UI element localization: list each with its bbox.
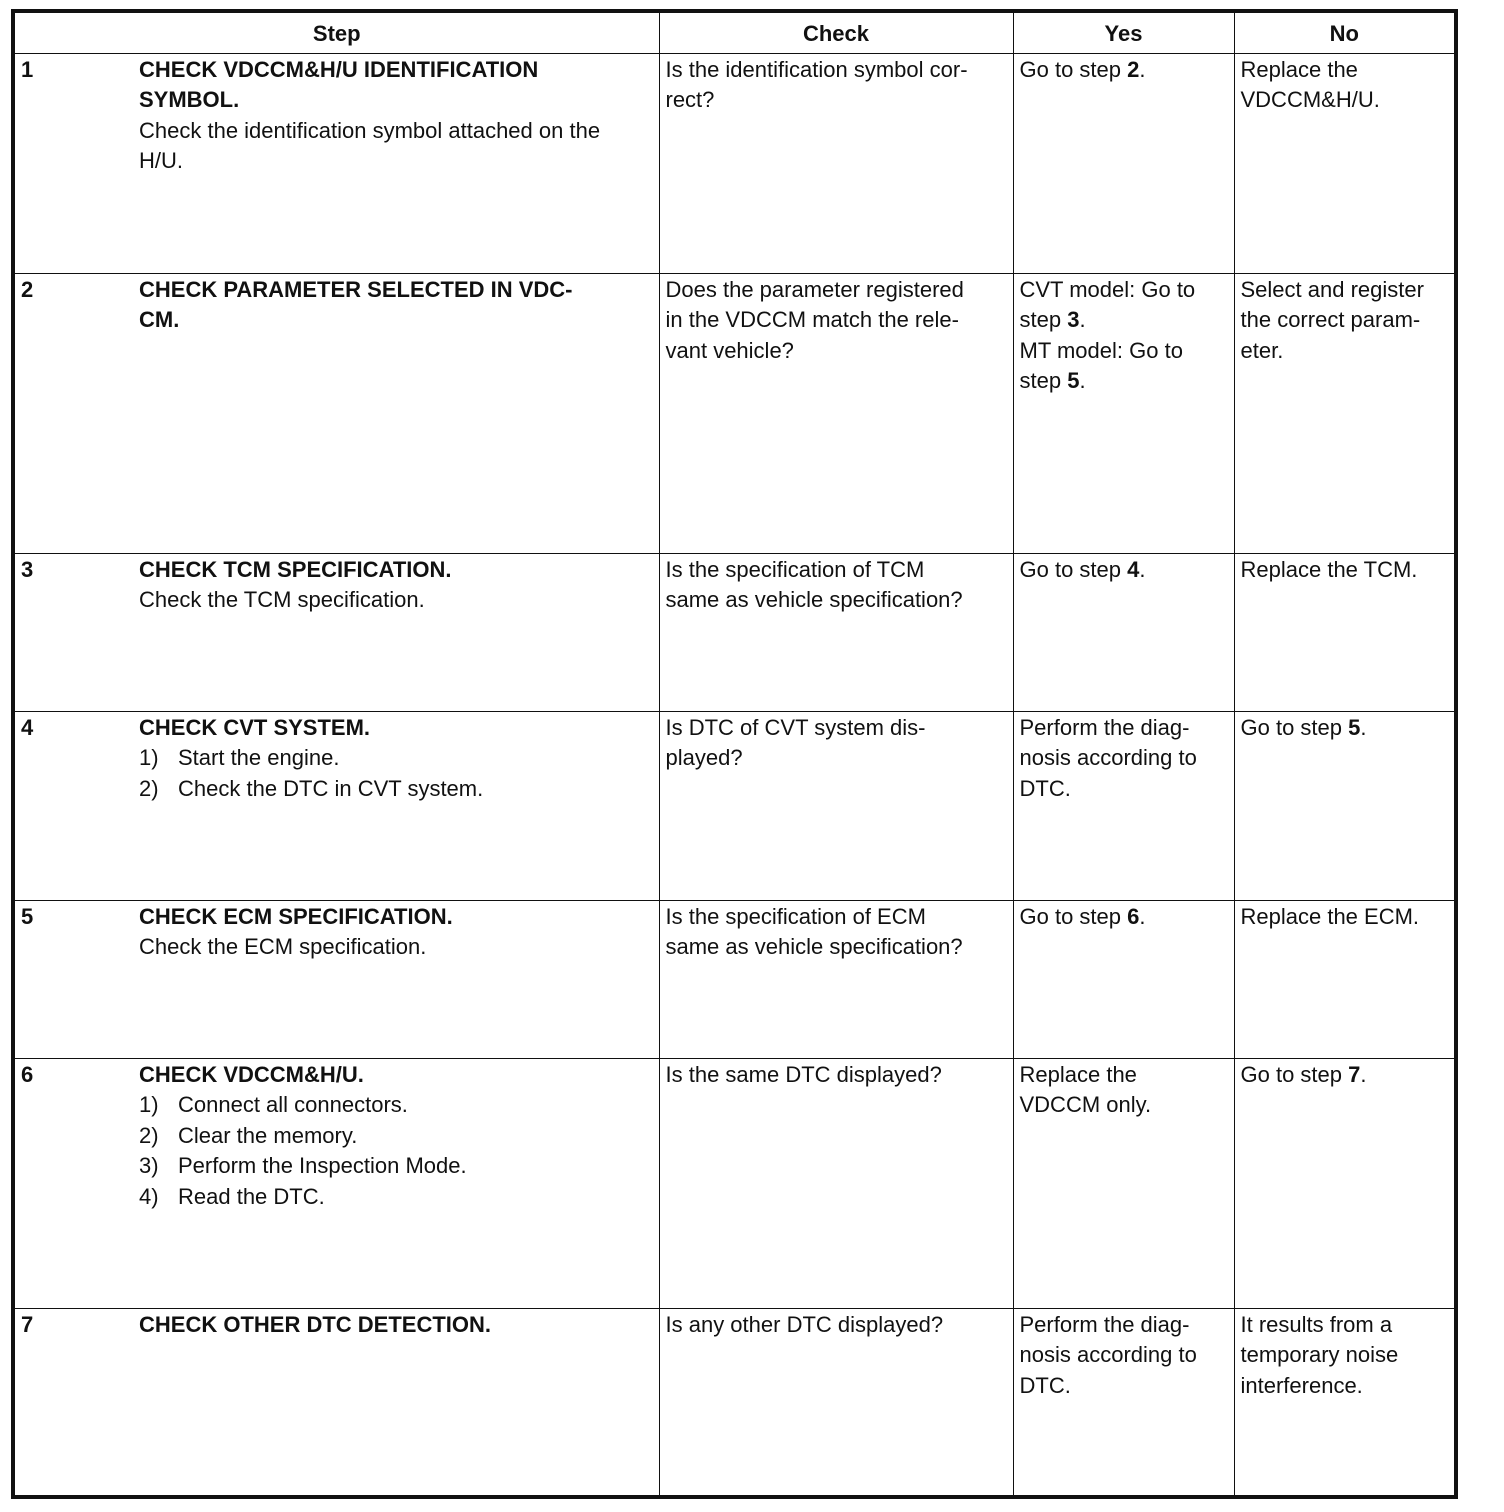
step-title: CHECK PARAMETER SELECTED IN VDC- CM. xyxy=(139,276,573,332)
step-description: Check the TCM specification. xyxy=(139,587,425,612)
step-reference: 5 xyxy=(1348,714,1361,740)
column-header-no: No xyxy=(1234,11,1456,53)
step-cell xyxy=(13,900,659,1058)
check-cell: Does the parameter registered in the VDCCM match the rele- vant vehicle? xyxy=(659,273,1013,553)
table-header-row xyxy=(13,11,1456,53)
diagnostic-procedure-table xyxy=(11,9,1458,1499)
yes-cell: Perform the diag- nosis according to DTC. xyxy=(1013,711,1234,900)
no-cell: Go to step 5. xyxy=(1234,711,1456,900)
table-row xyxy=(13,711,1456,900)
table-row xyxy=(13,53,1456,273)
check-cell: Is the same DTC displayed? xyxy=(659,1058,1013,1308)
step-number: 3 xyxy=(21,556,34,582)
step-number: 2 xyxy=(21,276,34,302)
step-title: CHECK CVT SYSTEM. xyxy=(139,714,371,740)
table-row xyxy=(13,1058,1456,1308)
sub-step-list xyxy=(139,1090,653,1212)
step-description: Check the identification symbol attached on the H/U. xyxy=(139,117,601,173)
yes-cell: CVT model: Go to step 3. MT model: Go to step 5. xyxy=(1013,273,1234,553)
no-cell: Replace the ECM. xyxy=(1234,900,1456,1058)
step-reference: 3 xyxy=(1067,307,1080,332)
table-row xyxy=(13,1308,1456,1497)
table-row xyxy=(13,553,1456,711)
step-cell xyxy=(13,273,659,553)
yes-cell: Replace the VDCCM only. xyxy=(1013,1058,1234,1308)
check-cell: Is the specification of ECM same as vehicle specification? xyxy=(659,900,1013,1058)
step-title: CHECK TCM SPECIFICATION. xyxy=(139,556,452,582)
list-item: 1) Connect all connectors. xyxy=(139,1092,408,1117)
no-cell: Replace the TCM. xyxy=(1234,553,1456,711)
step-cell xyxy=(13,711,659,900)
step-description: Check the ECM specification. xyxy=(139,934,427,959)
list-item: 2) Clear the memory. xyxy=(139,1122,358,1148)
step-title: CHECK VDCCM&H/U. xyxy=(139,1061,364,1087)
step-number: 1 xyxy=(21,56,34,82)
step-reference: 2 xyxy=(1127,56,1140,82)
step-number: 7 xyxy=(21,1311,34,1337)
yes-cell: Perform the diag- nosis according to DTC. xyxy=(1013,1308,1234,1497)
check-cell: Is any other DTC displayed? xyxy=(659,1308,1013,1497)
step-cell xyxy=(13,1308,659,1497)
no-cell: Select and register the correct param- eter. xyxy=(1234,273,1456,553)
column-header-yes: Yes xyxy=(1013,11,1234,53)
yes-cell: Go to step 2. xyxy=(1013,53,1234,273)
step-number: 5 xyxy=(21,903,34,929)
step-reference: 7 xyxy=(1348,1061,1361,1087)
step-cell xyxy=(13,553,659,711)
column-header-step: Step xyxy=(13,11,659,53)
no-cell: It results from a temporary noise interference. xyxy=(1234,1308,1456,1497)
list-item: 4) Read the DTC. xyxy=(139,1183,325,1209)
yes-cell: Go to step 4. xyxy=(1013,553,1234,711)
column-header-check: Check xyxy=(659,11,1013,53)
no-cell: Go to step 7. xyxy=(1234,1058,1456,1308)
check-cell: Is the identification symbol cor- rect? xyxy=(659,53,1013,273)
check-cell: Is DTC of CVT system dis- played? xyxy=(659,711,1013,900)
step-cell xyxy=(13,53,659,273)
yes-cell: Go to step 6. xyxy=(1013,900,1234,1058)
check-cell: Is the specification of TCM same as vehicle specification? xyxy=(659,553,1013,711)
step-title: CHECK ECM SPECIFICATION. xyxy=(139,903,453,929)
no-cell: Replace the VDCCM&H/U. xyxy=(1234,53,1456,273)
sub-step-list xyxy=(139,743,653,804)
step-reference: 5 xyxy=(1067,368,1080,393)
step-title: CHECK OTHER DTC DETECTION. xyxy=(139,1311,491,1337)
list-item: 1) Start the engine. xyxy=(139,745,340,770)
list-item: 3) Perform the Inspection Mode. xyxy=(139,1153,467,1178)
list-item: 2) Check the DTC in CVT system. xyxy=(139,775,484,801)
table-row xyxy=(13,273,1456,553)
step-reference: 4 xyxy=(1127,556,1140,582)
step-cell xyxy=(13,1058,659,1308)
step-title: CHECK VDCCM&H/U IDENTIFICATION SYMBOL. xyxy=(139,56,539,112)
step-number: 6 xyxy=(21,1061,34,1087)
table-row xyxy=(13,900,1456,1058)
step-reference: 6 xyxy=(1127,903,1140,929)
step-number: 4 xyxy=(21,714,34,740)
